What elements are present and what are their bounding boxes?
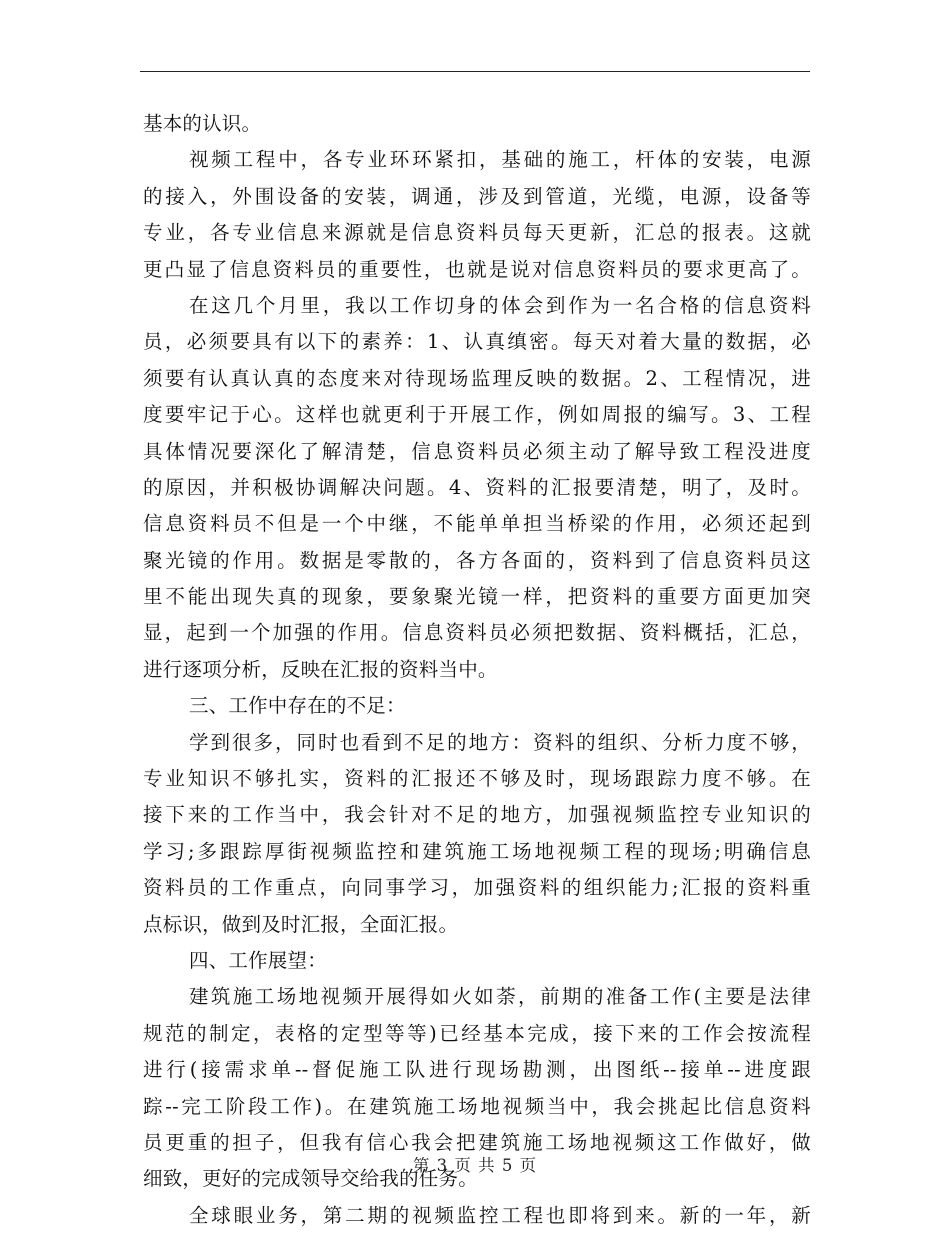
document-body — [143, 106, 811, 1234]
text-line: 须要有认真认真的态度来对待现场监理反映的数据。2、工程情况，进 — [143, 366, 811, 390]
text-line: 聚光镜的作用。数据是零散的，各方各面的，资料到了信息资料员这 — [143, 548, 811, 572]
text-line: 的接入，外围设备的安装，调通，涉及到管道，光缆，电源，设备等 — [143, 184, 811, 208]
text-line: 里不能出现失真的现象，要象聚光镜一样，把资料的重要方面更加突 — [143, 585, 811, 609]
text-line: 视频工程中，各专业环环紧扣，基础的施工，杆体的安装，电源 — [189, 148, 811, 172]
text-line: 接下来的工作当中，我会针对不足的地方，加强视频监控专业知识的 — [143, 803, 811, 827]
text-line: 踪--完工阶段工作)。在建筑施工场地视频当中，我会挑起比信息资料 — [143, 1094, 811, 1118]
text-line: 建筑施工场地视频开展得如火如荼，前期的准备工作(主要是法律 — [189, 985, 811, 1009]
text-line: 基本的认识。 — [143, 112, 262, 135]
text-line: 进行(接需求单--督促施工队进行现场勘测，出图纸--接单--进度跟 — [143, 1058, 811, 1082]
text-line: 学习;多跟踪厚街视频监控和建筑施工场地视频工程的现场;明确信息 — [143, 839, 811, 863]
text-line: 专业知识不够扎实，资料的汇报还不够及时，现场跟踪力度不够。在 — [143, 767, 811, 791]
text-line: 信息资料员不但是一个中继，不能单单担当桥梁的作用，必须还起到 — [143, 512, 811, 536]
text-line: 更凸显了信息资料员的重要性，也就是说对信息资料员的要求更高了。 — [143, 257, 811, 281]
text-line: 规范的制定，表格的定型等等)已经基本完成，接下来的工作会按流程 — [143, 1021, 811, 1045]
text-line: 度要牢记于心。这样也就更利于开展工作，例如周报的编写。3、工程 — [143, 403, 811, 427]
text-line: 细致，更好的完成领导交给我的任务。 — [143, 1167, 478, 1191]
text-line: 员更重的担子，但我有信心我会把建筑施工场地视频这工作做好，做 — [143, 1130, 811, 1154]
text-line: 的原因，并积极协调解决问题。4、资料的汇报要清楚，明了，及时。 — [143, 475, 811, 499]
header-rule — [140, 71, 810, 72]
text-line: 三、工作中存在的不足： — [189, 694, 406, 718]
text-line: 四、工作展望： — [189, 948, 327, 972]
text-line: 具体情况要深化了解清楚，信息资料员必须主动了解导致工程没进度 — [143, 439, 811, 463]
text-line: 在这几个月里，我以工作切身的体会到作为一名合格的信息资料 — [189, 293, 811, 317]
page-number: 第 3 页 共 5 页 — [412, 1156, 538, 1175]
text-line: 显，起到一个加强的作用。信息资料员必须把数据、资料概括，汇总， — [143, 621, 811, 645]
text-line: 点标识，做到及时汇报，全面汇报。 — [143, 912, 459, 936]
text-line: 进行逐项分析，反映在汇报的资料当中。 — [143, 657, 498, 681]
text-line: 资料员的工作重点，向同事学习，加强资料的组织能力;汇报的资料重 — [143, 876, 811, 900]
text-line: 专业，各专业信息来源就是信息资料员每天更新，汇总的报表。这就 — [143, 221, 811, 245]
text-line: 全球眼业务，第二期的视频监控工程也即将到来。新的一年，新 — [189, 1203, 811, 1227]
text-line: 学到很多，同时也看到不足的地方：资料的组织、分析力度不够， — [189, 730, 811, 754]
text-line: 员，必须要具有以下的素养：1、认真缜密。每天对着大量的数据，必 — [143, 330, 811, 354]
